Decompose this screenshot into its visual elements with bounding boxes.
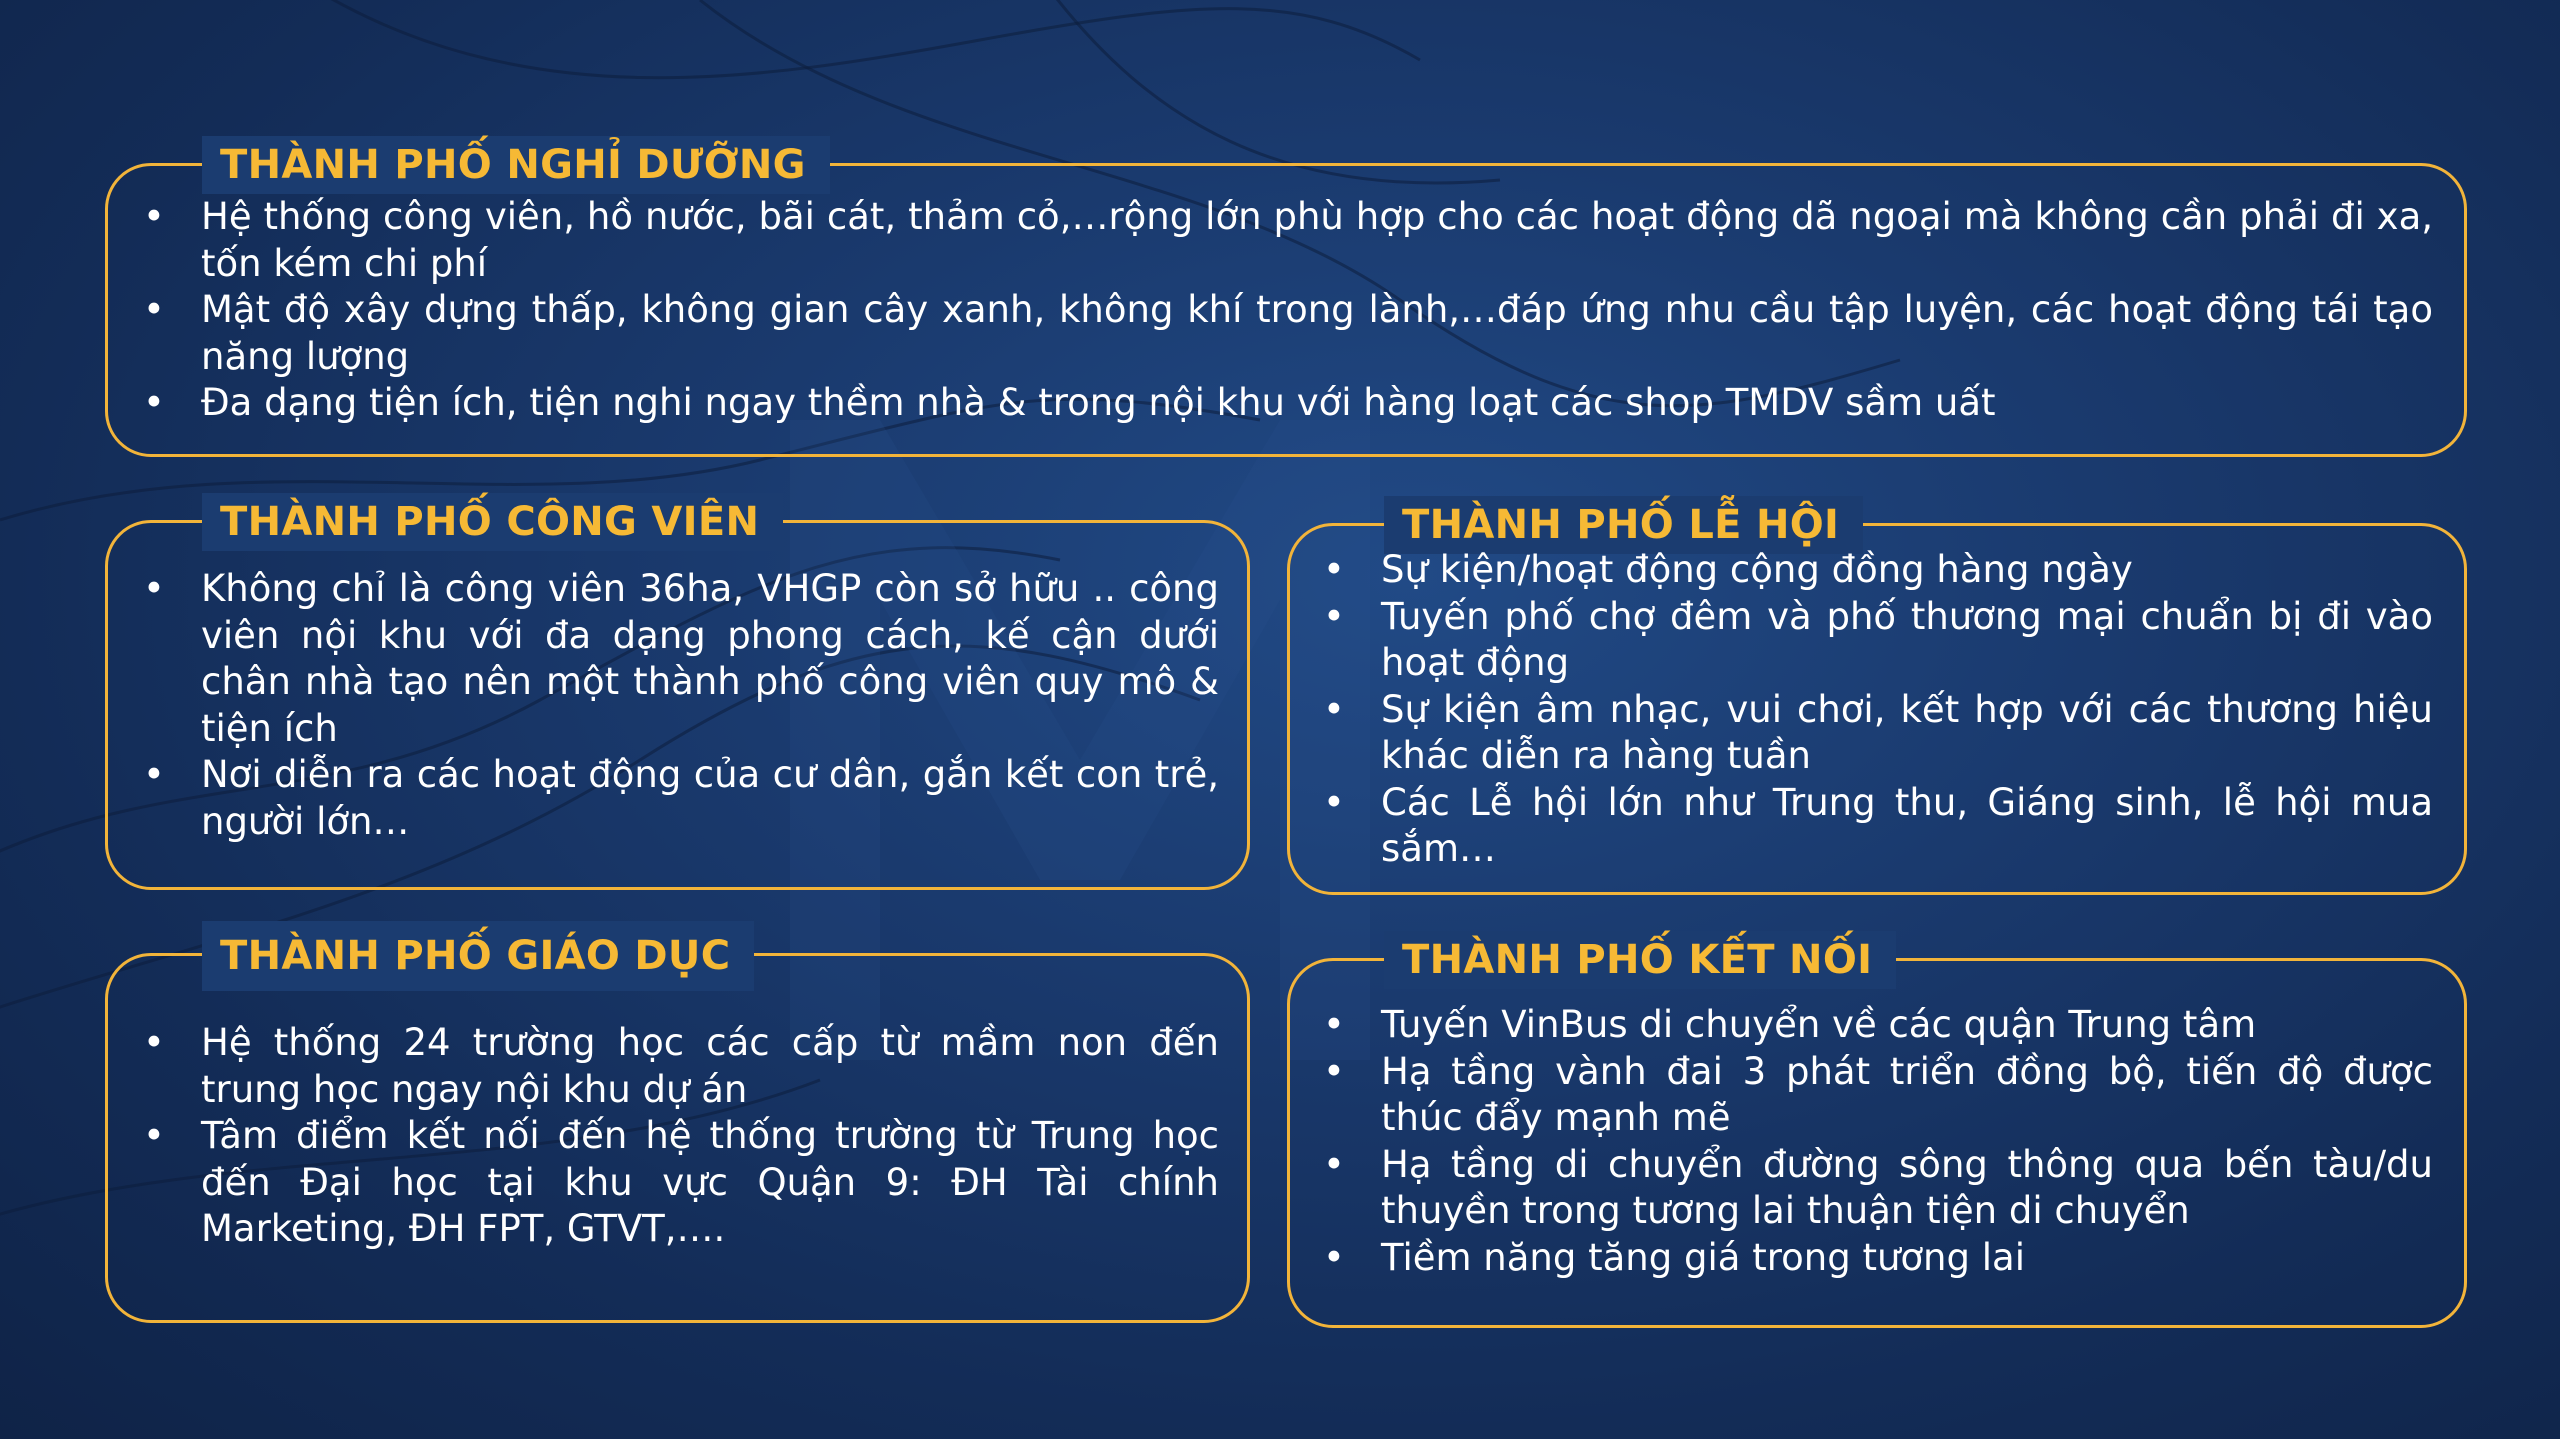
section-title: THÀNH PHỐ KẾT NỐI xyxy=(1384,931,1896,989)
list-item: • Nơi diễn ra các hoạt động của cư dân, gắn kết con trẻ, người lớn… xyxy=(143,752,1219,845)
list-item: • Sự kiện/hoạt động cộng đồng hàng ngày xyxy=(1323,547,2433,594)
list-item: • Đa dạng tiện ích, tiện nghi ngay thềm nhà & trong nội khu với hàng loạt các shop TMDV sầm uất xyxy=(143,380,2433,427)
bullet-list xyxy=(1323,1002,2433,1281)
list-item: • Tâm điểm kết nối đến hệ thống trường từ Trung học đến Đại học tại khu vực Quận 9: ĐH Tài chính Marketing, ĐH FPT, GTVT,…. xyxy=(143,1113,1219,1253)
bullet-list xyxy=(1323,547,2433,873)
section-nghi-duong xyxy=(105,142,2467,457)
list-item: • Hệ thống 24 trường học các cấp từ mầm non đến trung học ngay nội khu dự án xyxy=(143,1020,1219,1113)
list-item: • Sự kiện âm nhạc, vui chơi, kết hợp với các thương hiệu khác diễn ra hàng tuần xyxy=(1323,687,2433,780)
section-le-hoi xyxy=(1287,502,2467,895)
list-item: • Hệ thống công viên, hồ nước, bãi cát, thảm cỏ,…rộng lớn phù hợp cho các hoạt động dã ngoại mà không cần phải đi xa, tốn kém chi phí xyxy=(143,194,2433,287)
section-ket-noi xyxy=(1287,937,2467,1328)
list-item: • Tiềm năng tăng giá trong tương lai xyxy=(1323,1235,2433,1282)
section-cong-vien xyxy=(105,499,1250,890)
list-item: • Tuyến phố chợ đêm và phố thương mại chuẩn bị đi vào hoạt động xyxy=(1323,594,2433,687)
section-title: THÀNH PHỐ CÔNG VIÊN xyxy=(202,493,783,551)
bullet-list xyxy=(143,194,2433,427)
list-item: • Hạ tầng di chuyển đường sông thông qua bến tàu/du thuyền trong tương lai thuận tiện di chuyển xyxy=(1323,1142,2433,1235)
bullet-list xyxy=(143,1020,1219,1253)
section-title: THÀNH PHỐ NGHỈ DƯỠNG xyxy=(202,136,830,194)
list-item: • Mật độ xây dựng thấp, không gian cây xanh, không khí trong lành,…đáp ứng nhu cầu tập luyện, các hoạt động tái tạo năng lượng xyxy=(143,287,2433,380)
bullet-list xyxy=(143,566,1219,845)
list-item: • Không chỉ là công viên 36ha, VHGP còn sở hữu .. công viên nội khu với đa dạng phong cách, kế cận dưới chân nhà tạo nên một thành phố công viên quy mô & tiện ích xyxy=(143,566,1219,752)
list-item: • Tuyến VinBus di chuyển về các quận Trung tâm xyxy=(1323,1002,2433,1049)
list-item: • Hạ tầng vành đai 3 phát triển đồng bộ, tiến độ được thúc đẩy mạnh mẽ xyxy=(1323,1049,2433,1142)
section-title: THÀNH PHỐ LỄ HỘI xyxy=(1384,496,1863,554)
section-title: THÀNH PHỐ GIÁO DỤC xyxy=(202,921,754,991)
section-giao-duc xyxy=(105,933,1250,1323)
list-item: • Các Lễ hội lớn như Trung thu, Giáng sinh, lễ hội mua sắm… xyxy=(1323,780,2433,873)
